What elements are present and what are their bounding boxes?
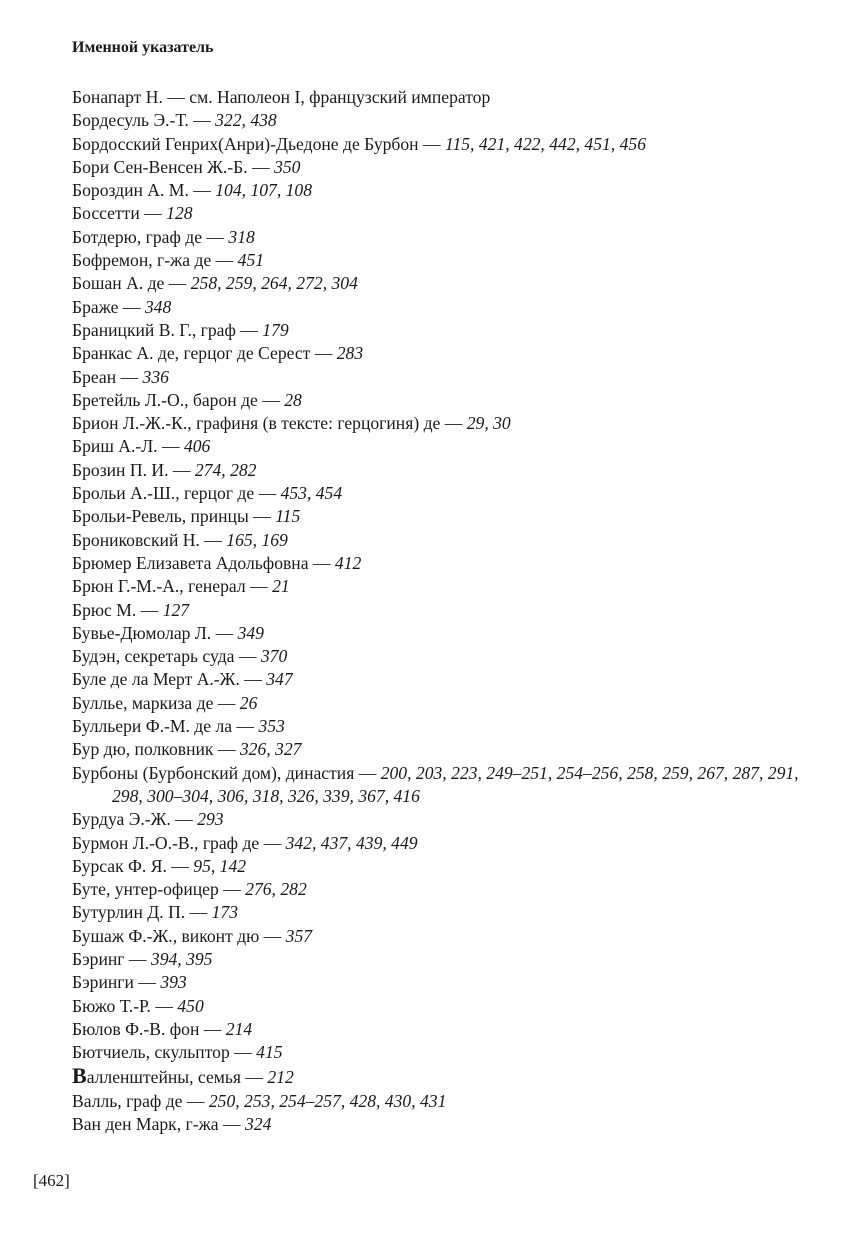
index-entry xyxy=(72,505,832,528)
entry-page-refs: 29, 30 xyxy=(466,413,511,434)
entry-name: Бретейль Л.-О., барон де — xyxy=(72,389,285,410)
index-entry xyxy=(72,249,832,272)
entry-page-refs: 322, 438 xyxy=(215,110,277,131)
entry-name: Бордосский Генрих(Анри)-Дьедоне де Бурбон — xyxy=(72,133,445,154)
index-entry xyxy=(72,319,832,342)
entry-name: Брозин П. И. — xyxy=(72,459,195,480)
entry-page-refs: 415 xyxy=(256,1042,283,1063)
entry-name: Валль, граф де — xyxy=(72,1090,209,1111)
entry-page-refs: 353 xyxy=(258,716,285,737)
entry-page-refs: 276, 282 xyxy=(245,879,307,900)
index-entry xyxy=(72,855,832,878)
entry-name: Бур дю, полковник — xyxy=(72,739,240,760)
index-entry xyxy=(72,272,832,295)
entry-page-refs: 370 xyxy=(260,646,288,667)
entry-page-refs: 95, 142 xyxy=(193,855,247,876)
index-entry xyxy=(72,459,832,482)
index-entry xyxy=(72,692,832,715)
index-entry xyxy=(72,808,832,831)
entry-page-refs: 128 xyxy=(166,203,193,224)
entry-name: Бурбоны (Бурбонский дом), династия — xyxy=(72,762,381,783)
entry-name: Бувье-Дюмолар Л. — xyxy=(72,622,238,643)
index-entry xyxy=(72,179,832,202)
entry-name: Бори Сен-Венсен Ж.-Б. — xyxy=(72,156,275,177)
entry-page-refs: 293 xyxy=(197,809,224,830)
entry-name: Бурмон Л.-О.-В., граф де — xyxy=(72,832,286,853)
entry-page-refs: 453, 454 xyxy=(280,483,343,504)
entry-page-refs: 336 xyxy=(142,366,169,387)
index-entry xyxy=(72,1018,832,1041)
index-entry xyxy=(72,901,832,924)
section-initial-letter: В xyxy=(72,1063,87,1089)
entry-page-refs: 324 xyxy=(244,1114,272,1135)
entry-name: Бурсак Ф. Я. — xyxy=(72,855,194,876)
entry-page-refs: 250, 253, 254–257, 428, 430, 431 xyxy=(208,1090,447,1111)
entry-name: Бутурлин Д. П. — xyxy=(72,902,212,923)
entry-page-refs: 342, 437, 439, 449 xyxy=(285,832,418,853)
entry-name: Бриш А.-Л. — xyxy=(72,436,184,457)
index-entry xyxy=(72,925,832,948)
entry-page-refs: 349 xyxy=(237,622,264,643)
index-entry xyxy=(72,575,832,598)
entry-name: Бошан А. де — xyxy=(72,273,191,294)
entry-name: Бурдуа Э.-Ж. — xyxy=(72,809,198,830)
entry-page-refs: 347 xyxy=(266,669,293,690)
entry-page-refs: 165, 169 xyxy=(226,529,288,550)
entry-name: Ботдерю, граф де — xyxy=(72,226,229,247)
entry-name: Ван ден Марк, г-жа — xyxy=(72,1114,245,1135)
index-entry xyxy=(72,133,832,156)
entry-name: Бордесуль Э.-Т. — xyxy=(72,110,216,131)
entry-page-refs: 179 xyxy=(262,319,289,340)
entry-name: Брюн Г.-М.-А., генерал — xyxy=(72,576,273,597)
index-entry xyxy=(72,342,832,365)
entry-name: Бушаж Ф.-Ж., виконт дю — xyxy=(72,925,286,946)
entry-page-refs: 212 xyxy=(267,1067,294,1088)
index-entry xyxy=(72,995,832,1018)
index-entry xyxy=(72,412,832,435)
index-entry xyxy=(72,599,832,622)
entry-name: Бютчиель, скульптор — xyxy=(72,1042,257,1063)
entry-page-refs: 258, 259, 264, 272, 304 xyxy=(190,273,358,294)
entry-name: Брониковский Н. — xyxy=(72,529,227,550)
entry-name: Брюмер Елизавета Адольфовна — xyxy=(72,552,335,573)
index-entry xyxy=(72,715,832,738)
index-entry xyxy=(72,109,832,132)
index-entry xyxy=(72,296,832,319)
entry-page-refs: 214 xyxy=(225,1018,253,1039)
entry-page-refs: 127 xyxy=(162,599,190,620)
entry-name: Буте, унтер-офицер — xyxy=(72,879,246,900)
entry-name: Бонапарт Н. — см. Наполеон I, французский император xyxy=(72,87,491,107)
index-entry xyxy=(72,1113,832,1136)
index-entry xyxy=(72,1064,832,1089)
index-entry xyxy=(72,86,832,109)
index-entry xyxy=(72,878,832,901)
entry-name: Браницкий В. Г., граф — xyxy=(72,319,263,340)
entry-name: Булльери Ф.-М. де ла — xyxy=(72,716,259,737)
page-number: [462] xyxy=(33,1171,70,1190)
entry-name: Будэн, секретарь суда — xyxy=(72,646,261,667)
entry-page-refs: 115, 421, 422, 442, 451, 456 xyxy=(444,133,646,154)
entry-name: Боссетти — xyxy=(72,203,167,224)
entry-name: Бэринг — xyxy=(72,948,151,969)
index-entry xyxy=(72,738,832,761)
index-entry xyxy=(72,832,832,855)
entry-name: Брольи-Ревель, принцы — xyxy=(72,506,276,527)
index-entry xyxy=(72,366,832,389)
entry-page-refs: 450 xyxy=(177,995,204,1016)
entry-page-refs: 348 xyxy=(144,296,172,317)
index-entry xyxy=(72,762,832,809)
entry-page-refs: 283 xyxy=(336,343,364,364)
index-entry xyxy=(72,645,832,668)
index-entry xyxy=(72,552,832,575)
index-entry xyxy=(72,529,832,552)
index-entry xyxy=(72,668,832,691)
entry-name: Бюлов Ф.-В. фон — xyxy=(72,1018,226,1039)
index-entry xyxy=(72,971,832,994)
entry-name: Бюжо Т.-Р. — xyxy=(72,995,178,1016)
index-entries xyxy=(72,86,832,1136)
index-entry xyxy=(72,226,832,249)
entry-page-refs: 318 xyxy=(228,226,255,247)
entry-page-refs: 406 xyxy=(183,436,211,457)
entry-name: Бреан — xyxy=(72,366,143,387)
entry-page-refs: 115 xyxy=(275,506,301,527)
running-head: Именной указатель xyxy=(72,39,214,56)
entry-page-refs: 200, 203, 223, 249–251, 254–256, 258, 259, 267, 287, 291, 298, 300–304, 306, 318, 326, 339, 367, 416 xyxy=(112,762,799,806)
index-entry xyxy=(72,389,832,412)
entry-page-refs: 274, 282 xyxy=(194,459,257,480)
entry-page-refs: 451 xyxy=(237,250,265,271)
entry-name: Брион Л.-Ж.-К., графиня (в тексте: герцогиня) де — xyxy=(72,413,467,434)
entry-page-refs: 28 xyxy=(284,389,302,410)
entry-name: Брюс М. — xyxy=(72,599,163,620)
entry-page-refs: 173 xyxy=(211,902,238,923)
index-entry xyxy=(72,622,832,645)
entry-page-refs: 357 xyxy=(285,925,313,946)
entry-page-refs: 350 xyxy=(274,156,301,177)
entry-name: Бэринги — xyxy=(72,972,161,993)
index-entry xyxy=(72,1041,832,1064)
entry-page-refs: 21 xyxy=(272,576,290,597)
entry-name: Буле де ла Мерт А.-Ж. — xyxy=(72,669,267,690)
index-entry xyxy=(72,948,832,971)
entry-page-refs: 393 xyxy=(160,972,187,993)
entry-name: алленштейны, семья — xyxy=(86,1067,268,1088)
entry-page-refs: 326, 327 xyxy=(239,739,302,760)
index-entry xyxy=(72,435,832,458)
index-entry xyxy=(72,482,832,505)
entry-page-refs: 412 xyxy=(334,552,362,573)
index-entry xyxy=(72,1090,832,1113)
entry-name: Бранкас А. де, герцог де Серест — xyxy=(72,343,337,364)
entry-page-refs: 26 xyxy=(239,692,258,713)
entry-page-refs: 104, 107, 108 xyxy=(215,180,313,201)
entry-name: Бофремон, г-жа де — xyxy=(72,250,238,271)
entry-name: Бороздин А. М. — xyxy=(72,180,216,201)
entry-page-refs: 394, 395 xyxy=(150,948,213,969)
entry-name: Буллье, маркиза де — xyxy=(72,692,240,713)
entry-name: Браже — xyxy=(72,296,145,317)
index-entry xyxy=(72,156,832,179)
index-entry xyxy=(72,202,832,225)
entry-name: Брольи А.-Ш., герцог де — xyxy=(72,483,281,504)
